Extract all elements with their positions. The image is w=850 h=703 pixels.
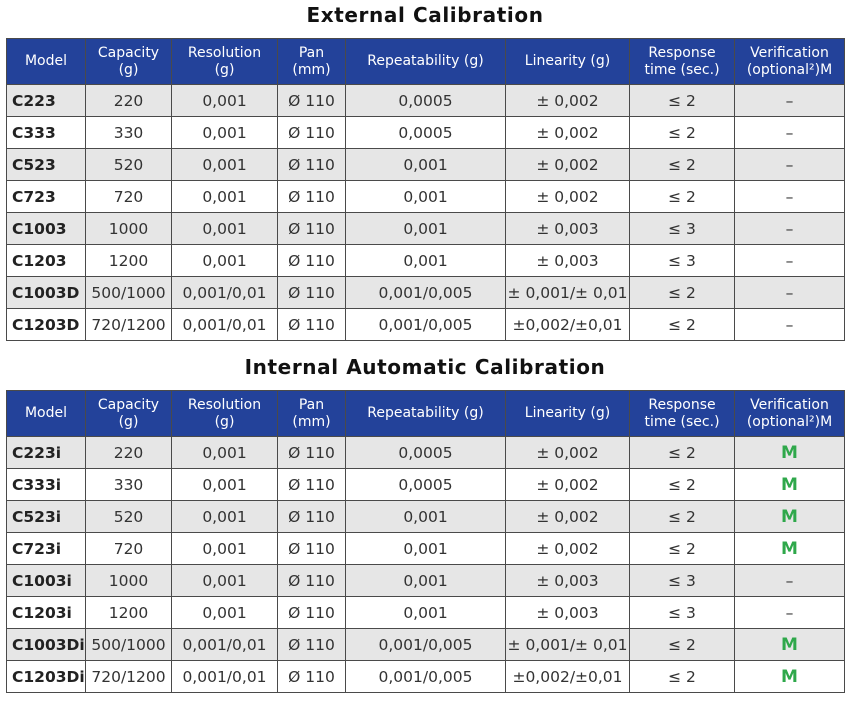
cell-repeatability: 0,001 [346,213,506,245]
cell-pan: Ø 110 [278,213,346,245]
cell-verification: – [735,85,845,117]
cell-pan: Ø 110 [278,565,346,597]
column-header-linearity: Linearity (g) [506,391,630,437]
column-header-response-time: Response time (sec.) [630,39,735,85]
cell-repeatability: 0,001 [346,565,506,597]
table-row [7,501,845,533]
cell-verification: M [735,501,845,533]
table-row [7,277,845,309]
cell-linearity: ± 0,002 [506,469,630,501]
cell-verification: – [735,117,845,149]
column-header-repeatability: Repeatability (g) [346,39,506,85]
cell-capacity: 500/1000 [86,277,172,309]
cell-capacity: 520 [86,149,172,181]
cell-repeatability: 0,0005 [346,85,506,117]
cell-pan: Ø 110 [278,245,346,277]
cell-linearity: ± 0,003 [506,213,630,245]
column-header-model: Model [7,391,86,437]
table-row [7,309,845,341]
cell-pan: Ø 110 [278,469,346,501]
cell-model: C223i [7,437,86,469]
cell-capacity: 520 [86,501,172,533]
cell-resolution: 0,001 [172,213,278,245]
cell-verification: M [735,469,845,501]
cell-verification: – [735,277,845,309]
cell-capacity: 330 [86,117,172,149]
cell-response-time: ≤ 3 [630,213,735,245]
cell-repeatability: 0,0005 [346,437,506,469]
cell-repeatability: 0,001/0,005 [346,629,506,661]
cell-repeatability: 0,001 [346,501,506,533]
cell-resolution: 0,001 [172,117,278,149]
cell-verification: M [735,629,845,661]
cell-linearity: ± 0,002 [506,149,630,181]
cell-model: C723i [7,533,86,565]
cell-response-time: ≤ 2 [630,309,735,341]
cell-pan: Ø 110 [278,501,346,533]
table-row [7,437,845,469]
cell-response-time: ≤ 2 [630,501,735,533]
column-header-verification: Verification (optional²)M [735,39,845,85]
cell-repeatability: 0,001 [346,533,506,565]
cell-pan: Ø 110 [278,181,346,213]
cell-model: C333i [7,469,86,501]
cell-response-time: ≤ 2 [630,181,735,213]
cell-capacity: 500/1000 [86,629,172,661]
cell-repeatability: 0,0005 [346,469,506,501]
cell-verification: – [735,245,845,277]
column-header-repeatability: Repeatability (g) [346,391,506,437]
cell-linearity: ± 0,003 [506,597,630,629]
cell-response-time: ≤ 2 [630,661,735,693]
cell-resolution: 0,001 [172,181,278,213]
cell-linearity: ± 0,001/± 0,01 [506,629,630,661]
cell-repeatability: 0,001 [346,245,506,277]
cell-verification: M [735,437,845,469]
cell-capacity: 720 [86,181,172,213]
table-body [7,85,845,341]
cell-pan: Ø 110 [278,149,346,181]
cell-repeatability: 0,001/0,005 [346,309,506,341]
cell-capacity: 1000 [86,213,172,245]
cell-verification: – [735,181,845,213]
cell-linearity: ±0,002/±0,01 [506,661,630,693]
cell-capacity: 220 [86,85,172,117]
cell-capacity: 720/1200 [86,661,172,693]
cell-response-time: ≤ 2 [630,437,735,469]
cell-pan: Ø 110 [278,437,346,469]
cell-resolution: 0,001 [172,501,278,533]
table-row [7,117,845,149]
cell-resolution: 0,001 [172,469,278,501]
cell-linearity: ± 0,002 [506,437,630,469]
cell-model: C1003Di [7,629,86,661]
cell-capacity: 720 [86,533,172,565]
cell-model: C1003D [7,277,86,309]
cell-capacity: 330 [86,469,172,501]
cell-pan: Ø 110 [278,85,346,117]
cell-pan: Ø 110 [278,117,346,149]
cell-verification: M [735,661,845,693]
column-header-capacity: Capacity (g) [86,39,172,85]
cell-response-time: ≤ 3 [630,565,735,597]
cell-repeatability: 0,001 [346,597,506,629]
cell-pan: Ø 110 [278,629,346,661]
cell-resolution: 0,001 [172,533,278,565]
cell-verification: M [735,533,845,565]
cell-model: C723 [7,181,86,213]
cell-capacity: 1200 [86,597,172,629]
external-calibration-title: External Calibration [306,3,544,27]
cell-model: C1003 [7,213,86,245]
cell-capacity: 720/1200 [86,309,172,341]
table-header [7,391,845,437]
cell-pan: Ø 110 [278,661,346,693]
column-header-pan: Pan (mm) [278,391,346,437]
column-header-pan: Pan (mm) [278,39,346,85]
cell-resolution: 0,001 [172,565,278,597]
cell-pan: Ø 110 [278,533,346,565]
cell-pan: Ø 110 [278,277,346,309]
cell-resolution: 0,001/0,01 [172,309,278,341]
cell-linearity: ± 0,001/± 0,01 [506,277,630,309]
cell-linearity: ± 0,002 [506,501,630,533]
cell-repeatability: 0,0005 [346,117,506,149]
cell-response-time: ≤ 2 [630,149,735,181]
cell-pan: Ø 110 [278,309,346,341]
cell-model: C1203Di [7,661,86,693]
cell-linearity: ±0,002/±0,01 [506,309,630,341]
column-header-resolution: Resolution (g) [172,39,278,85]
table-row [7,181,845,213]
table-row [7,597,845,629]
cell-verification: – [735,309,845,341]
cell-linearity: ± 0,002 [506,117,630,149]
cell-verification: – [735,565,845,597]
table-row [7,469,845,501]
cell-linearity: ± 0,002 [506,533,630,565]
column-header-resolution: Resolution (g) [172,391,278,437]
cell-model: C1203 [7,245,86,277]
table-row [7,149,845,181]
table-body [7,437,845,693]
table-row [7,85,845,117]
header-row [7,39,845,85]
column-header-capacity: Capacity (g) [86,391,172,437]
cell-response-time: ≤ 2 [630,85,735,117]
cell-linearity: ± 0,002 [506,181,630,213]
internal-calibration-title: Internal Automatic Calibration [244,355,606,379]
cell-response-time: ≤ 2 [630,629,735,661]
cell-response-time: ≤ 3 [630,597,735,629]
cell-resolution: 0,001 [172,437,278,469]
cell-repeatability: 0,001/0,005 [346,277,506,309]
table-row [7,213,845,245]
cell-linearity: ± 0,003 [506,245,630,277]
cell-verification: – [735,149,845,181]
cell-repeatability: 0,001/0,005 [346,661,506,693]
cell-resolution: 0,001 [172,85,278,117]
column-header-response-time: Response time (sec.) [630,391,735,437]
internal-calibration-table [6,390,845,693]
cell-model: C523i [7,501,86,533]
cell-response-time: ≤ 2 [630,117,735,149]
cell-linearity: ± 0,002 [506,85,630,117]
table-row [7,661,845,693]
table-row [7,533,845,565]
cell-capacity: 220 [86,437,172,469]
cell-resolution: 0,001/0,01 [172,277,278,309]
table-row [7,629,845,661]
table-header [7,39,845,85]
column-header-linearity: Linearity (g) [506,39,630,85]
cell-model: C1203i [7,597,86,629]
cell-resolution: 0,001 [172,149,278,181]
cell-resolution: 0,001 [172,245,278,277]
cell-repeatability: 0,001 [346,149,506,181]
cell-linearity: ± 0,003 [506,565,630,597]
cell-response-time: ≤ 2 [630,533,735,565]
cell-model: C333 [7,117,86,149]
cell-model: C1203D [7,309,86,341]
cell-response-time: ≤ 2 [630,277,735,309]
cell-verification: – [735,213,845,245]
cell-model: C1003i [7,565,86,597]
cell-verification: – [735,597,845,629]
external-calibration-table [6,38,845,341]
table-row [7,565,845,597]
cell-repeatability: 0,001 [346,181,506,213]
cell-model: C223 [7,85,86,117]
cell-response-time: ≤ 2 [630,469,735,501]
cell-model: C523 [7,149,86,181]
cell-resolution: 0,001/0,01 [172,629,278,661]
cell-pan: Ø 110 [278,597,346,629]
header-row [7,391,845,437]
cell-capacity: 1200 [86,245,172,277]
column-header-model: Model [7,39,86,85]
cell-capacity: 1000 [86,565,172,597]
cell-resolution: 0,001/0,01 [172,661,278,693]
column-header-verification: Verification (optional²)M [735,391,845,437]
cell-resolution: 0,001 [172,597,278,629]
table-row [7,245,845,277]
cell-response-time: ≤ 3 [630,245,735,277]
